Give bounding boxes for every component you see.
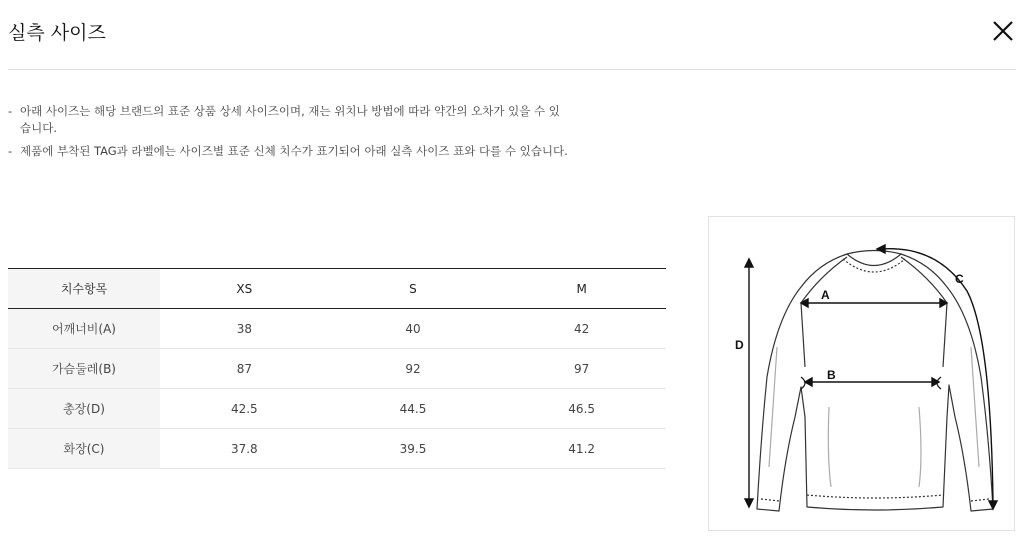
cell-value: 40 [329, 309, 498, 349]
cell-value: 38 [160, 309, 329, 349]
column-header-xs: XS [160, 269, 329, 309]
row-label: 화장(C) [8, 429, 160, 469]
close-button[interactable] [990, 18, 1016, 44]
cell-value: 42.5 [160, 389, 329, 429]
column-header-s: S [329, 269, 498, 309]
column-header-item: 치수항목 [8, 269, 160, 309]
modal-title: 실측 사이즈 [8, 22, 106, 44]
note-item: - 아래 사이즈는 해당 브랜드의 표준 상품 상세 사이즈이며, 재는 위치나 방법에 따라 약간의 오차가 있을 수 있습니다. [8, 104, 560, 135]
size-notes [8, 103, 568, 166]
diagram-label-b: B [827, 368, 836, 382]
sweater-illustration [709, 217, 1014, 530]
table-row [8, 429, 666, 469]
note-text: 아래 사이즈는 해당 브랜드의 표준 상품 상세 사이즈이며, 재는 위치나 방법에 따라 약간의 오차가 있을 수 있습니다. [20, 104, 560, 135]
row-label: 가슴둘레(B) [8, 349, 160, 389]
diagram-label-d: D [735, 338, 744, 352]
diagram-label-a: A [821, 288, 830, 302]
cell-value: 92 [329, 349, 498, 389]
note-text: 제품에 부착된 TAG과 라벨에는 사이즈별 표준 신체 치수가 표기되어 아래 실측 사이즈 표와 다를 수 있습니다. [20, 144, 568, 158]
cell-value: 39.5 [329, 429, 498, 469]
cell-value: 46.5 [497, 389, 666, 429]
table-header-row [8, 269, 666, 309]
measurement-diagram [708, 216, 1015, 531]
modal-header [8, 0, 1016, 70]
table-row [8, 309, 666, 349]
row-label: 어깨너비(A) [8, 309, 160, 349]
cell-value: 41.2 [497, 429, 666, 469]
cell-value: 37.8 [160, 429, 329, 469]
table-row [8, 389, 666, 429]
cell-value: 44.5 [329, 389, 498, 429]
row-label: 총장(D) [8, 389, 160, 429]
column-header-m: M [497, 269, 666, 309]
cell-value: 42 [497, 309, 666, 349]
cell-value: 87 [160, 349, 329, 389]
size-table [8, 268, 666, 469]
note-item: - 제품에 부착된 TAG과 라벨에는 사이즈별 표준 신체 치수가 표기되어 아래 실측 사이즈 표와 다를 수 있습니다. [8, 144, 568, 158]
cell-value: 97 [497, 349, 666, 389]
table-row [8, 349, 666, 389]
close-icon [990, 18, 1016, 44]
diagram-label-c: C [955, 272, 964, 286]
